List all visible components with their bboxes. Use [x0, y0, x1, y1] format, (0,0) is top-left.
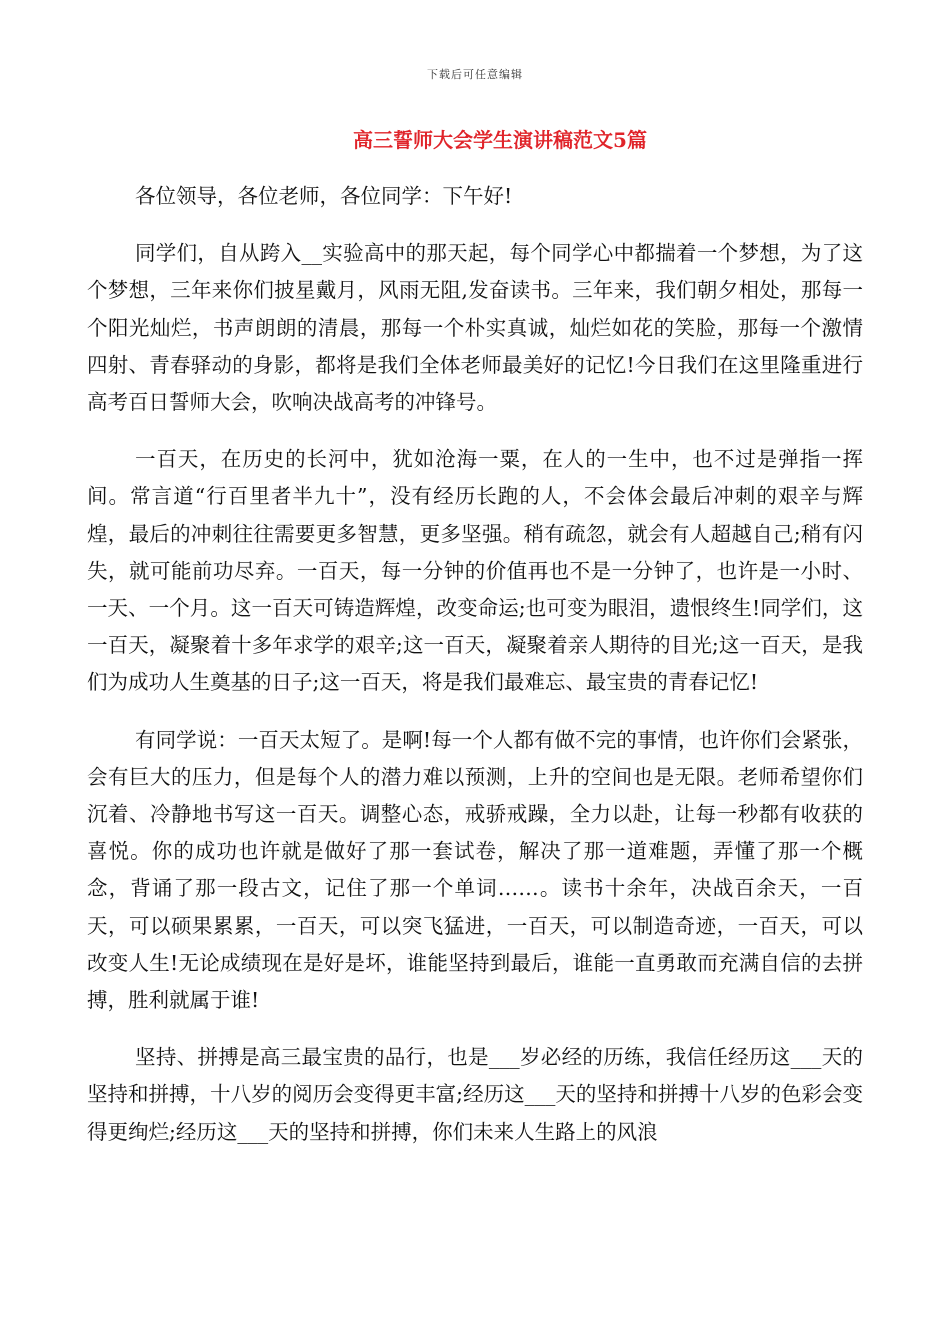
paragraph: 一百天，在历史的长河中，犹如沧海一粟，在人的一生中，也不过是弹指一挥间。常言道“行百里者半九十”，没有经历长跑的人，不会体会最后冲刺的艰辛与辉煌，最后的冲刺往往需要更多智慧，更多坚强。稍有疏忽，就会有人超越自己;稍有闪失，就可能前功尽弃。一百天，每一分钟的价值再也不是一分钟了，也许是一小时、一天、一个月。这一百天可铸造辉煌，改变命运;也可变为眼泪，遗恨终生!同学们，这一百天，凝聚着十多年求学的艰辛;这一百天，凝聚着亲人期待的目光;这一百天，是我们为成功人生奠基的日子;这一百天，将是我们最难忘、最宝贵的青春记忆! — [87, 447, 863, 695]
document-title: 高三誓师大会学生演讲稿范文5篇 — [353, 128, 647, 152]
document-body — [87, 178, 863, 1171]
paragraph: 同学们，自从跨入__实验高中的那天起，每个同学心中都揣着一个梦想，为了这个梦想，三年来你们披星戴月，风雨无阻,发奋读书。三年来，我们朝夕相处，那每一个阳光灿烂，书声朗朗的清晨，那每一个朴实真诚，灿烂如花的笑脸，那每一个激情四射、青春驿动的身影，都将是我们全体老师最美好的记忆!今日我们在这里隆重进行高考百日誓师大会，吹响决战高考的冲锋号。 — [87, 241, 863, 415]
header-note: 下载后可任意编辑 — [427, 68, 523, 81]
paragraph-greeting: 各位领导，各位老师，各位同学：下午好! — [135, 184, 513, 208]
paragraph: 有同学说：一百天太短了。是啊!每一个人都有做不完的事情，也许你们会紧张，会有巨大的压力，但是每个人的潜力难以预测，上升的空间也是无限。老师希望你们沉着、冷静地书写这一百天。调整心态，戒骄戒躁，全力以赴，让每一秒都有收获的喜悦。你的成功也许就是做好了那一套试卷，解决了那一道难题，弄懂了那一个概念，背诵了那一段古文，记住了那一个单词……。读书十余年，决战百余天，一百天，可以硕果累累，一百天，可以突飞猛进，一百天，可以制造奇迹，一百天，可以改变人生!无论成绩现在是好是坏，谁能坚持到最后，谁能一直勇敢而充满自信的去拼搏，胜利就属于谁! — [87, 727, 863, 1013]
paragraph: 坚持、拼搏是高三最宝贵的品行，也是___岁必经的历练，我信任经历这___天的坚持和拼搏，十八岁的阅历会变得更丰富;经历这___天的坚持和拼搏十八岁的色彩会变得更绚烂;经历这___天的坚持和拼搏，你们未来人生路上的风浪 — [87, 1045, 863, 1144]
